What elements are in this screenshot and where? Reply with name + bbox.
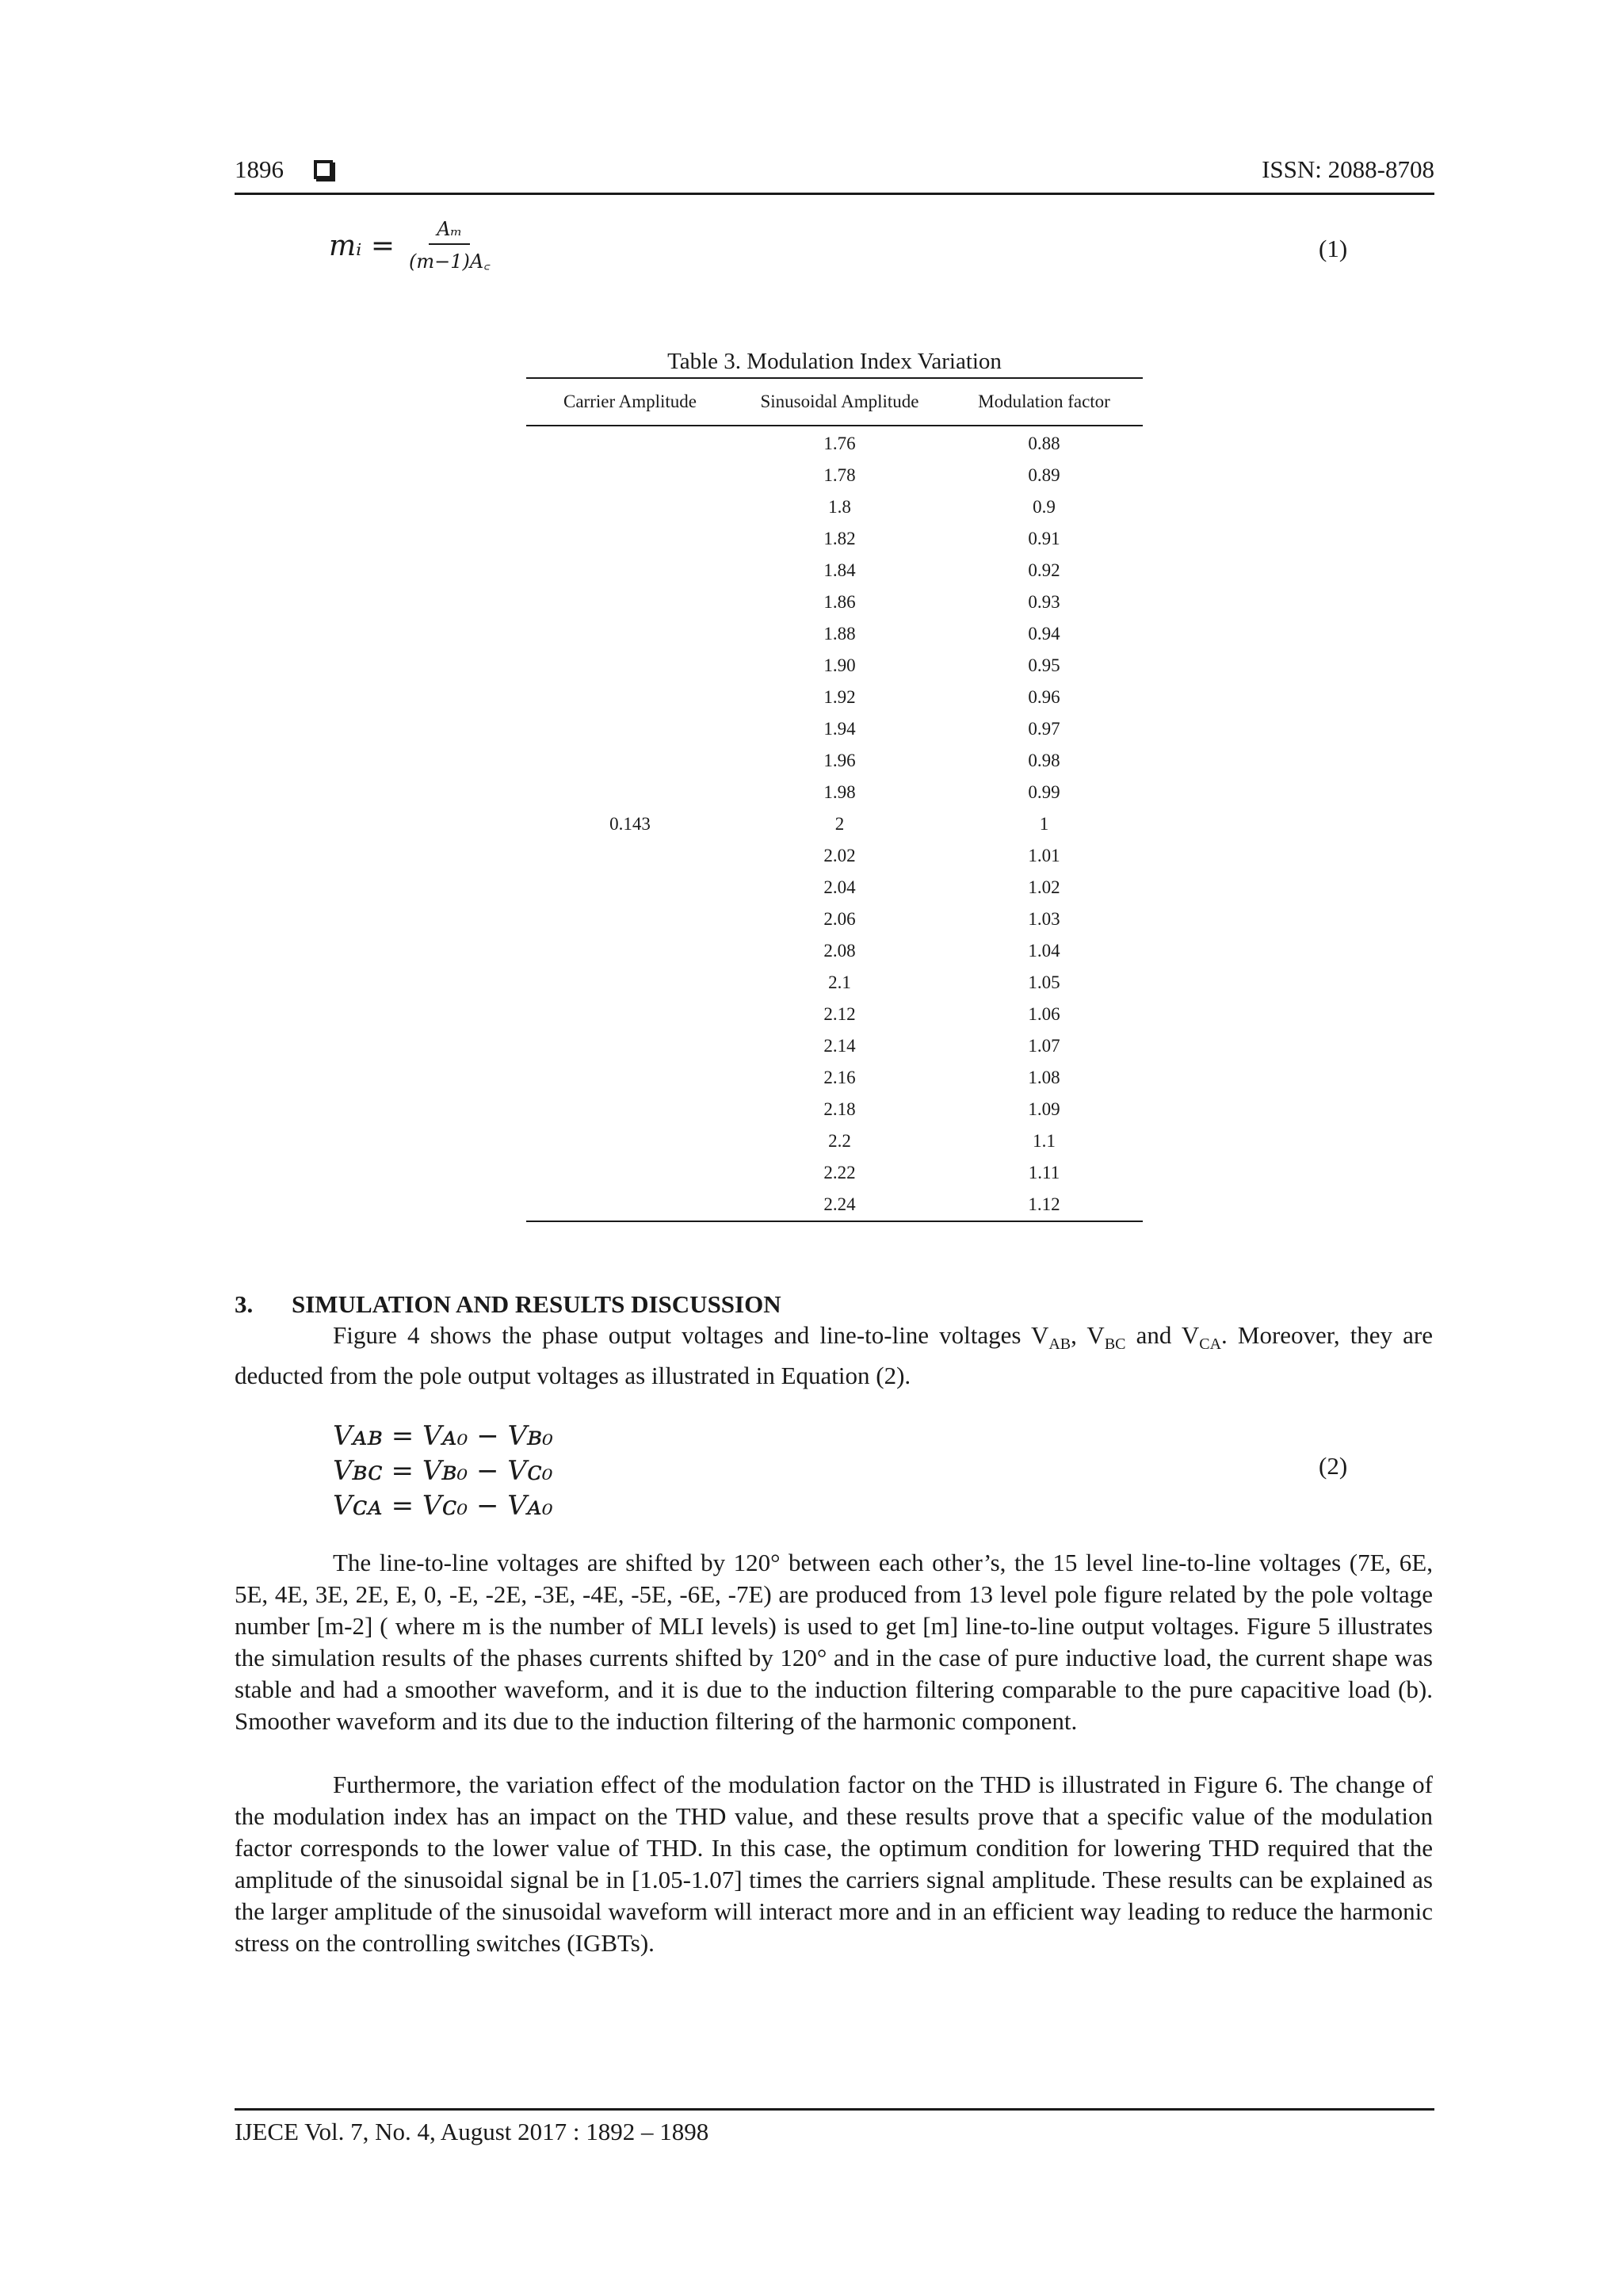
- modulation-factor-cell: 1.08: [1028, 1068, 1060, 1087]
- column-header-modulation-factor: Modulation factor: [945, 378, 1143, 426]
- checkbox-square-icon: [314, 160, 333, 179]
- page-number: 1896: [235, 155, 284, 183]
- sinusoidal-amplitude-cell: 2.02: [823, 846, 856, 865]
- paragraph-1-text-b: . Moreover, they are deducted from the pole output voltages as illustrated in Equation (2).: [235, 1321, 1433, 1390]
- column-header-sinusoidal-amplitude: Sinusoidal Amplitude: [734, 378, 945, 426]
- subscript-ca: CA: [1199, 1335, 1222, 1354]
- paragraph-3-text: Furthermore, the variation effect of the modulation factor on the THD is illustrated in Figure 6. The change of the modulation index has an impact on the THD value, and these results prove that a specific value of the modulation factor corresponds to the lower value of THD. In this case, the optimum condition for lowering THD required that the amplitude of the sinusoidal signal be in [1.05-1.07] times the carriers signal amplitude. These results can be explained as the larger amplitude of the sinusoidal waveform will interact more and in an efficient way leading to reduce the harmonic stress on the controlling switches (IGBTs).: [235, 1771, 1433, 1957]
- sinusoidal-amplitude-cell: 2.22: [823, 1163, 856, 1182]
- subscript-ab: AB: [1048, 1335, 1071, 1354]
- sinusoidal-amplitude-cell: 2.16: [823, 1068, 856, 1087]
- equation-2-line-3: Vᴄᴀ = Vᴄ₀ − Vᴀ₀: [333, 1490, 553, 1522]
- modulation-factor-cell: 1.06: [1028, 1004, 1060, 1024]
- modulation-factor-cell: 0.93: [1028, 592, 1060, 612]
- table-3-caption: Table 3. Modulation Index Variation: [667, 349, 1002, 374]
- sinusoidal-amplitude-cell: 2.08: [823, 941, 856, 961]
- running-header-left: [235, 155, 333, 184]
- modulation-factor-cell: 1.01: [1028, 846, 1060, 865]
- subscript-bc: BC: [1104, 1335, 1126, 1354]
- modulation-factor-cell: 1.09: [1028, 1099, 1060, 1119]
- sinusoidal-amplitude-cell: 1.76: [823, 434, 856, 453]
- sinusoidal-amplitude-cell: 1.90: [823, 655, 856, 675]
- modulation-factor-cell: 1: [1039, 814, 1049, 834]
- modulation-factor-cell: 1.05: [1028, 972, 1060, 992]
- modulation-factor-cell: 0.89: [1028, 465, 1060, 485]
- equation-1-lhs: mᵢ =: [329, 230, 395, 262]
- issn-label: ISSN: 2088-8708: [1262, 155, 1434, 183]
- equation-2-number: (2): [1319, 1452, 1348, 1480]
- sinusoidal-amplitude-cell: 2: [834, 814, 845, 834]
- carrier-amplitude-cell: 0.143: [526, 426, 734, 1221]
- modulation-factor-cell: 0.88: [1028, 434, 1060, 453]
- paragraph-1-text-a: Figure 4 shows the phase output voltages and line-to-line voltages V: [333, 1321, 1049, 1349]
- equation-1: [329, 218, 491, 274]
- modulation-factor-cell: 0.92: [1028, 560, 1060, 580]
- modulation-factor-cell: 0.99: [1028, 782, 1060, 802]
- paragraph-1-sep-2: and V: [1125, 1321, 1200, 1349]
- equation-1-number: (1): [1319, 235, 1348, 262]
- sinusoidal-amplitude-cell: 2.14: [823, 1036, 856, 1056]
- sinusoidal-amplitude-cell: 1.84: [823, 560, 856, 580]
- footer-rule: [235, 2108, 1434, 2111]
- modulation-factor-cell: 0.94: [1028, 624, 1060, 644]
- sinusoidal-amplitude-cell: 2.2: [828, 1131, 851, 1151]
- modulation-factor-cell: 0.91: [1028, 529, 1060, 548]
- sinusoidal-amplitude-cell: 1.8: [828, 497, 851, 517]
- equation-1-numerator: Aₘ: [429, 218, 470, 245]
- sinusoidal-amplitude-cell: 2.18: [823, 1099, 856, 1119]
- column-header-carrier-amplitude: Carrier Amplitude: [526, 378, 734, 426]
- modulation-factor-cell: 1.07: [1028, 1036, 1060, 1056]
- table-row: [526, 426, 1143, 460]
- modulation-factor-cell: 1.04: [1028, 941, 1060, 961]
- paragraph-1: [235, 1320, 1433, 1392]
- paragraph-2-text: The line-to-line voltages are shifted by 120° between each other’s, the 15 level line-to-line voltages (7E, 6E, 5E, 4E, 3E, 2E, E, 0, -E, -2E, -3E, -4E, -5E, -6E, -7E) are produced from 13 level pole figure related by the pole voltage number [m-2] ( where m is the number of MLI levels) is used to get [m] line-to-line output voltages. Figure 5 illustrates the simulation results of the phases currents shifted by 120° and in the case of pure inductive load, the current shape was stable and had a smoother waveform, and it is due to the induction filtering comparable to the pure capacitive load (b). Smoother waveform and its due to the induction filtering of the harmonic component.: [235, 1549, 1433, 1735]
- modulation-factor-cell: 1.1: [1033, 1131, 1056, 1151]
- sinusoidal-amplitude-cell: 1.78: [823, 465, 856, 485]
- equation-2-line-2: Vʙᴄ = Vʙ₀ − Vᴄ₀: [333, 1455, 553, 1487]
- paragraph-3: [235, 1769, 1433, 1959]
- section-heading: [235, 1290, 781, 1319]
- header-rule: [235, 193, 1434, 195]
- equation-2: [333, 1419, 553, 1523]
- sinusoidal-amplitude-cell: 1.94: [823, 719, 856, 739]
- equation-2-line-1: Vᴀʙ = Vᴀ₀ − Vʙ₀: [333, 1420, 553, 1452]
- paragraph-2: [235, 1547, 1433, 1737]
- equation-1-denominator: (m−1)A꜀: [409, 250, 491, 273]
- modulation-factor-cell: 0.97: [1028, 719, 1060, 739]
- modulation-factor-cell: 0.9: [1033, 497, 1056, 517]
- modulation-index-table: [526, 377, 1143, 1222]
- sinusoidal-amplitude-cell: 1.92: [823, 687, 856, 707]
- sinusoidal-amplitude-cell: 1.82: [823, 529, 856, 548]
- table-header-row: [526, 378, 1143, 426]
- modulation-factor-cell: 1.11: [1028, 1163, 1060, 1182]
- journal-citation: IJECE Vol. 7, No. 4, August 2017 : 1892 – 1898: [235, 2118, 709, 2145]
- sinusoidal-amplitude-cell: 2.06: [823, 909, 856, 929]
- section-number: 3.: [235, 1290, 254, 1318]
- modulation-factor-cell: 0.96: [1028, 687, 1060, 707]
- sinusoidal-amplitude-cell: 1.98: [823, 782, 856, 802]
- section-title: SIMULATION AND RESULTS DISCUSSION: [292, 1290, 781, 1318]
- equation-1-fraction: [409, 218, 491, 274]
- modulation-factor-cell: 1.03: [1028, 909, 1060, 929]
- modulation-factor-cell: 1.12: [945, 1189, 1143, 1221]
- sinusoidal-amplitude-cell: 2.04: [823, 877, 856, 897]
- sinusoidal-amplitude-cell: 2.24: [734, 1189, 945, 1221]
- sinusoidal-amplitude-cell: 1.88: [823, 624, 856, 644]
- sinusoidal-amplitude-cell: 1.96: [823, 751, 856, 770]
- sinusoidal-amplitude-cell: 1.86: [823, 592, 856, 612]
- modulation-factor-cell: 0.95: [1028, 655, 1060, 675]
- table-body: [526, 426, 1143, 1221]
- modulation-factor-cell: 1.02: [1028, 877, 1060, 897]
- modulation-factor-cell: 0.98: [1028, 751, 1060, 770]
- paragraph-1-sep-1: , V: [1071, 1321, 1105, 1349]
- sinusoidal-amplitude-cell: 2.12: [823, 1004, 856, 1024]
- sinusoidal-amplitude-cell: 2.1: [828, 972, 851, 992]
